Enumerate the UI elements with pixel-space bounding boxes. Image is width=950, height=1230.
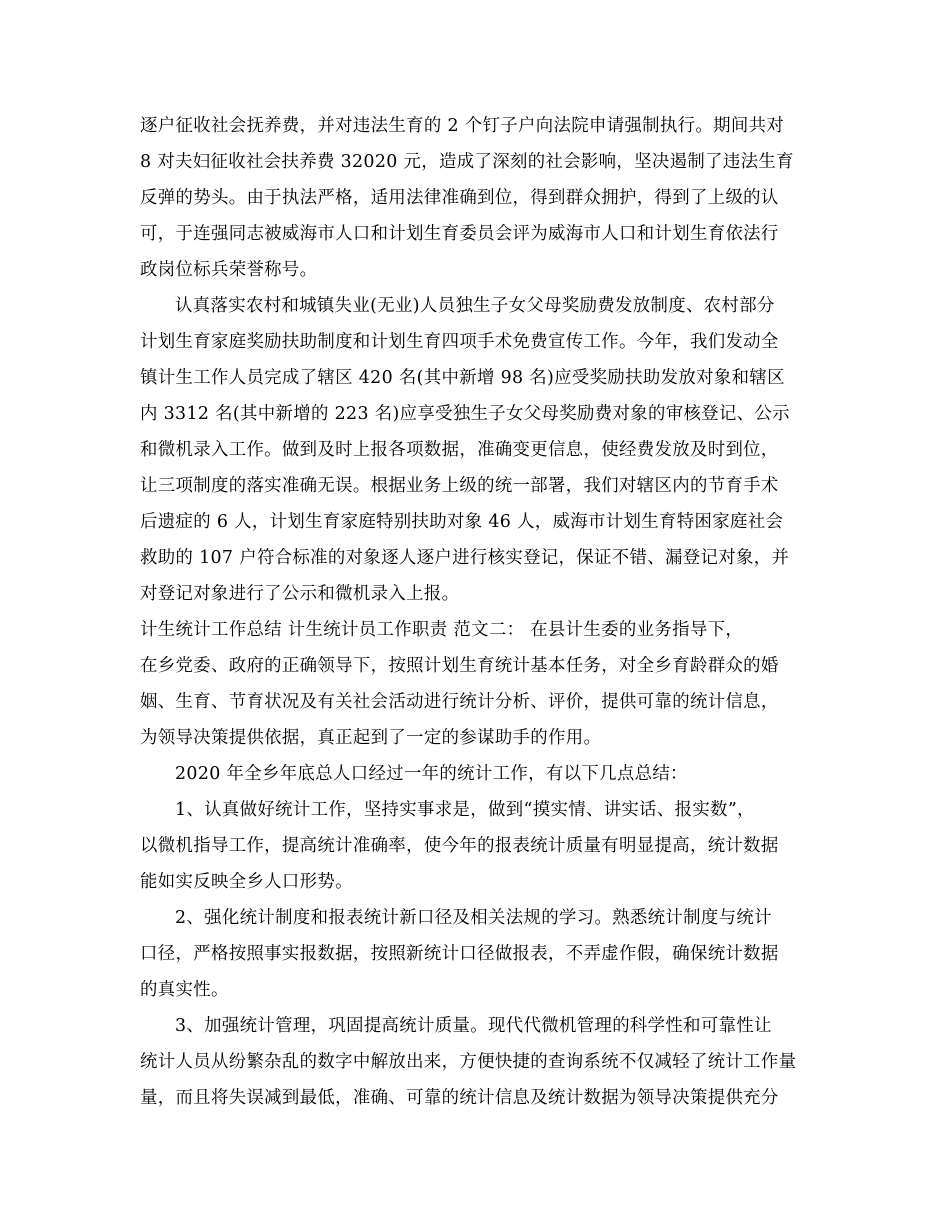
text-line: 口径，严格按照事实报数据，按照新统计口径做报表，不弄虚作假，确保统计数据 <box>140 944 779 964</box>
text-line: 后遗症的 6 人，计划生育家庭特别扶助对象 46 人，威海市计划生育特困家庭社会 <box>140 512 784 532</box>
text-line: 8 对夫妇征收社会扶养费 32020 元，造成了深刻的社会影响，坚决遏制了违法生育 <box>140 152 794 172</box>
text-line: 量，而且将失误减到最低，准确、可靠的统计信息及统计数据为领导决策提供充分 <box>140 1088 779 1108</box>
text-line: 镇计生工作人员完成了辖区 420 名(其中新增 98 名)应受奖励扶助发放对象和辖区 <box>140 368 785 388</box>
text-line: 政岗位标兵荣誉称号。 <box>140 260 318 280</box>
text-line: 为领导决策提供依据，真正起到了一定的参谋助手的作用。 <box>140 728 602 748</box>
text-line: 计生统计工作总结 计生统计员工作职责 范文二： 在县计生委的业务指导下， <box>140 620 744 640</box>
text-line: 1、认真做好统计工作，坚持实事求是，做到“摸实情、讲实话、报实数”， <box>175 800 755 820</box>
text-line: 计划生育家庭奖励扶助制度和计划生育四项手术免费宣传工作。今年，我们发动全 <box>140 332 779 352</box>
text-line: 救助的 107 户符合标准的对象逐人逐户进行核实登记，保证不错、漏登记对象，并 <box>140 548 790 568</box>
text-line: 和微机录入工作。做到及时上报各项数据，准确变更信息，使经费发放及时到位， <box>140 440 779 460</box>
text-line: 认真落实农村和城镇失业(无业)人员独生子女父母奖励费发放制度、农村部分 <box>175 296 775 316</box>
text-line: 2、强化统计制度和报表统计新口径及相关法规的学习。熟悉统计制度与统计 <box>175 908 772 928</box>
text-line: 反弹的势头。由于执法严格，适用法律准确到位，得到群众拥护，得到了上级的认 <box>140 188 779 208</box>
text-line: 的真实性。 <box>140 980 229 1000</box>
text-line: 以微机指导工作，提高统计准确率，使今年的报表统计质量有明显提高，统计数据 <box>140 836 779 856</box>
text-line: 让三项制度的落实准确无误。根据业务上级的统一部署，我们对辖区内的节育手术 <box>140 476 779 496</box>
text-line: 逐户征收社会抚养费，并对违法生育的 2 个钉子户向法院申请强制执行。期间共对 <box>140 116 785 136</box>
text-line: 能如实反映全乡人口形势。 <box>140 872 353 892</box>
text-line: 姻、生育、节育状况及有关社会活动进行统计分析、评价，提供可靠的统计信息， <box>140 692 779 712</box>
text-line: 统计人员从纷繁杂乱的数字中解放出来，方便快捷的查询系统不仅减轻了统计工作量 <box>140 1052 797 1072</box>
text-line: 在乡党委、政府的正确领导下，按照计划生育统计基本任务，对全乡育龄群众的婚 <box>140 656 779 676</box>
text-line: 内 3312 名(其中新增的 223 名)应享受独生子女父母奖励费对象的审核登记、公示 <box>140 404 790 424</box>
text-line: 2020 年全乡年底总人口经过一年的统计工作，有以下几点总结： <box>175 764 688 784</box>
text-line: 3、加强统计管理，巩固提高统计质量。现代代微机管理的科学性和可靠性让 <box>175 1016 772 1036</box>
text-line: 可，于连强同志被威海市人口和计划生育委员会评为威海市人口和计划生育依法行 <box>140 224 779 244</box>
text-line: 对登记对象进行了公示和微机录入上报。 <box>140 584 460 604</box>
